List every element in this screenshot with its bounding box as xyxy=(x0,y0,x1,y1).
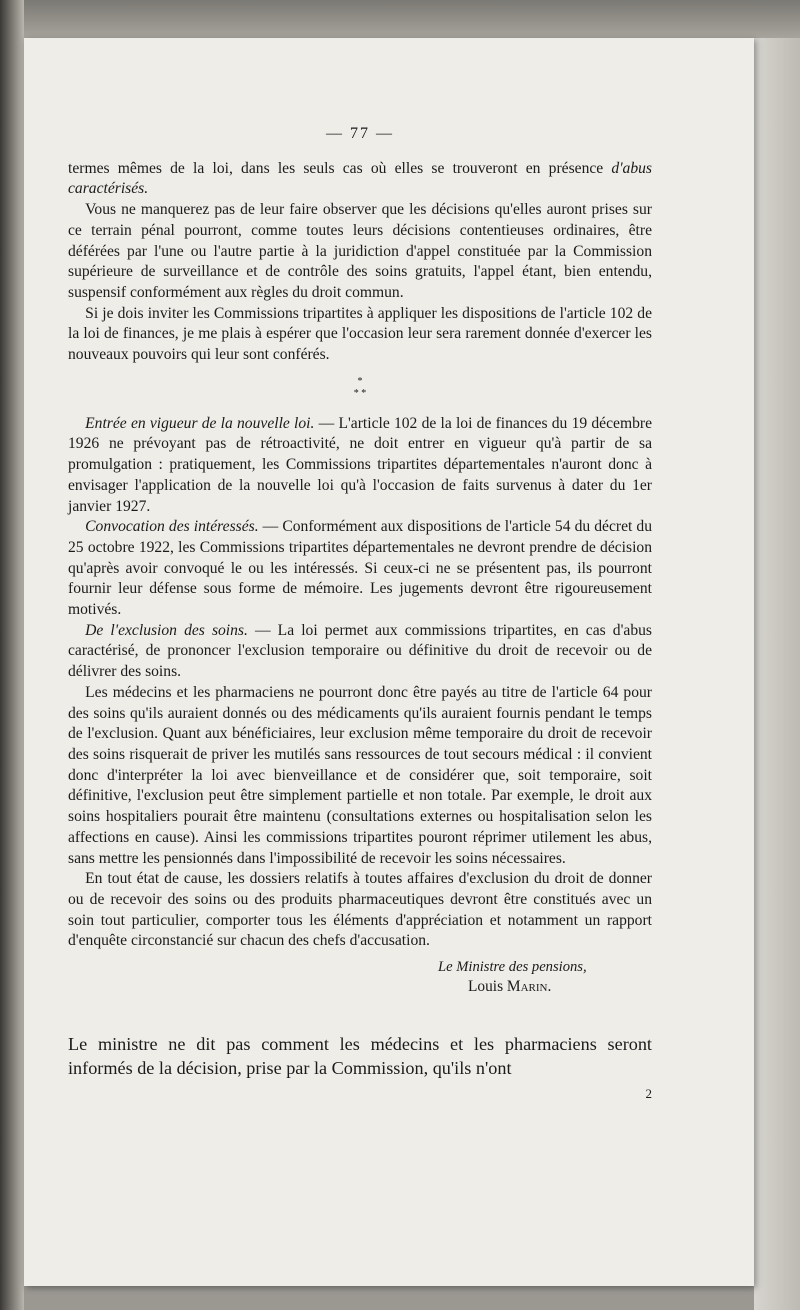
section-exclusion xyxy=(68,621,652,683)
paragraph-medecins: Les médecins et les pharmaciens ne pourront donc être payés au titre de l'article 64 pour des soins qu'ils auraient donnés ou des médicaments qu'ils auraient fournis pendant le temps de l'exclusion. Quant aux bénéficiaires, leur exclusion même temporaire du droit de recevoir des soins risquerait de priver les mutilés sans ressources de tout secours médical : il convient donc d'interpréter la loi avec bienveillance et de considérer que, soit temporaire, soit définitive, l'exclusion peut être simplement partielle et non totale. Par exemple, le droit aux soins hospitaliers pourait être maintenu (consultations externes ou hospitalisation selon les affections en cause). Ainsi les commissions tripartites pouront réprimer utilement les abus, sans mettre les pensionnés dans l'impossibilité de recevoir les soins nécessaires. xyxy=(68,683,652,867)
signature-block xyxy=(68,958,652,996)
asterism-separator xyxy=(68,376,652,400)
page-content xyxy=(68,124,652,1105)
paragraph-2: Vous ne manquerez pas de leur faire observer que les décisions qu'elles auront prises sur ce terrain pénal pourront, comme toutes leurs décisions contentieuses ordinaires, être déférées par l'une ou l'autre partie à la juridiction d'appel constituée par la Commission supérieure de surveillance et de contrôle des soins gratuits, l'appel étant, bien entendu, suspensif conformément aux règles du droit commun. xyxy=(68,201,652,301)
printer-signature-mark: 2 xyxy=(645,1086,652,1102)
paragraph-1-text: termes mêmes de la loi, dans les seuls cas où elles se trouveront en présence xyxy=(68,159,612,177)
section-convocation-text: — Conformément aux dispositions de l'article 54 du décret du 25 octobre 1922, les Commissions tripartites départementales ne devront prendre de décision qu'après avoir convoqué le ou les intéressés. Si ceux-ci ne se présentent pas, ils pourront fournir leur défense sous forme de mémoire. Les jugements devront être rigoureusement motivés. xyxy=(68,518,653,619)
paragraph-1 xyxy=(68,159,652,200)
page-number: — 77 — xyxy=(326,125,394,142)
signature-last-name: Marin. xyxy=(506,978,552,996)
closing-paragraph: Le ministre ne dit pas comment les médecins et les pharmaciens seront informés de la décision, prise par la Commission, qu'ils n'ont xyxy=(68,1034,652,1079)
section-entree-en-vigueur xyxy=(68,414,652,518)
section-convocation xyxy=(68,517,652,621)
paragraph-3: Si je dois inviter les Commissions tripartites à appliquer les dispositions de l'article 102 de la loi de finances, je me plais à espérer que l'occasion leur sera rarement donnée d'exercer les nouveaux pouvoirs qui leur sont conférés. xyxy=(68,304,652,364)
asterism-glyph-pair: * * xyxy=(353,387,367,399)
asterism-glyph: * xyxy=(357,375,363,387)
signature-role: Le Ministre des pensions, xyxy=(438,959,587,976)
section-convocation-heading: Convocation des intéressés. xyxy=(85,518,259,536)
section-entree-heading: Entrée en vigueur de la nouvelle loi. xyxy=(85,414,315,432)
section-entree-text: — L'article 102 de la loi de finances du 19 décembre 1926 ne prévoyant pas de rétroactivité, ne doit entrer en vigueur qu'à partir de sa promulgation : pratiquement, les Commissions tripartites départementales n'auront donc à envisager l'application de la nouvelle loi qu'à l'occasion de faits survenus à dater du 1er janvier 1927. xyxy=(68,414,652,515)
section-exclusion-heading: De l'exclusion des soins. xyxy=(85,621,248,639)
signature-name xyxy=(68,977,652,996)
section-exclusion-text: — La loi permet aux commissions tripartites, en cas d'abus caractérisé, de prononcer l'exclusion temporaire ou définitive du droit de recevoir ou de délivrer des soins. xyxy=(68,621,652,681)
paragraph-1-italic: d'abus caractérisés. xyxy=(68,159,652,198)
paragraph-dossiers: En tout état de cause, les dossiers relatifs à toutes affaires d'exclusion du droit de donner ou de recevoir des soins ou des produits pharmaceutiques devront être constitués avec un soin tout particulier, comporter tous les éléments d'appréciation et notamment un rapport d'enquête circonstancié sur chacun des chefs d'accusation. xyxy=(68,870,652,950)
scan-binding-edge xyxy=(0,0,24,1310)
signature-first-name: Louis xyxy=(468,978,507,996)
scan-top-edge xyxy=(0,0,800,40)
page-right-edge xyxy=(754,38,800,1310)
